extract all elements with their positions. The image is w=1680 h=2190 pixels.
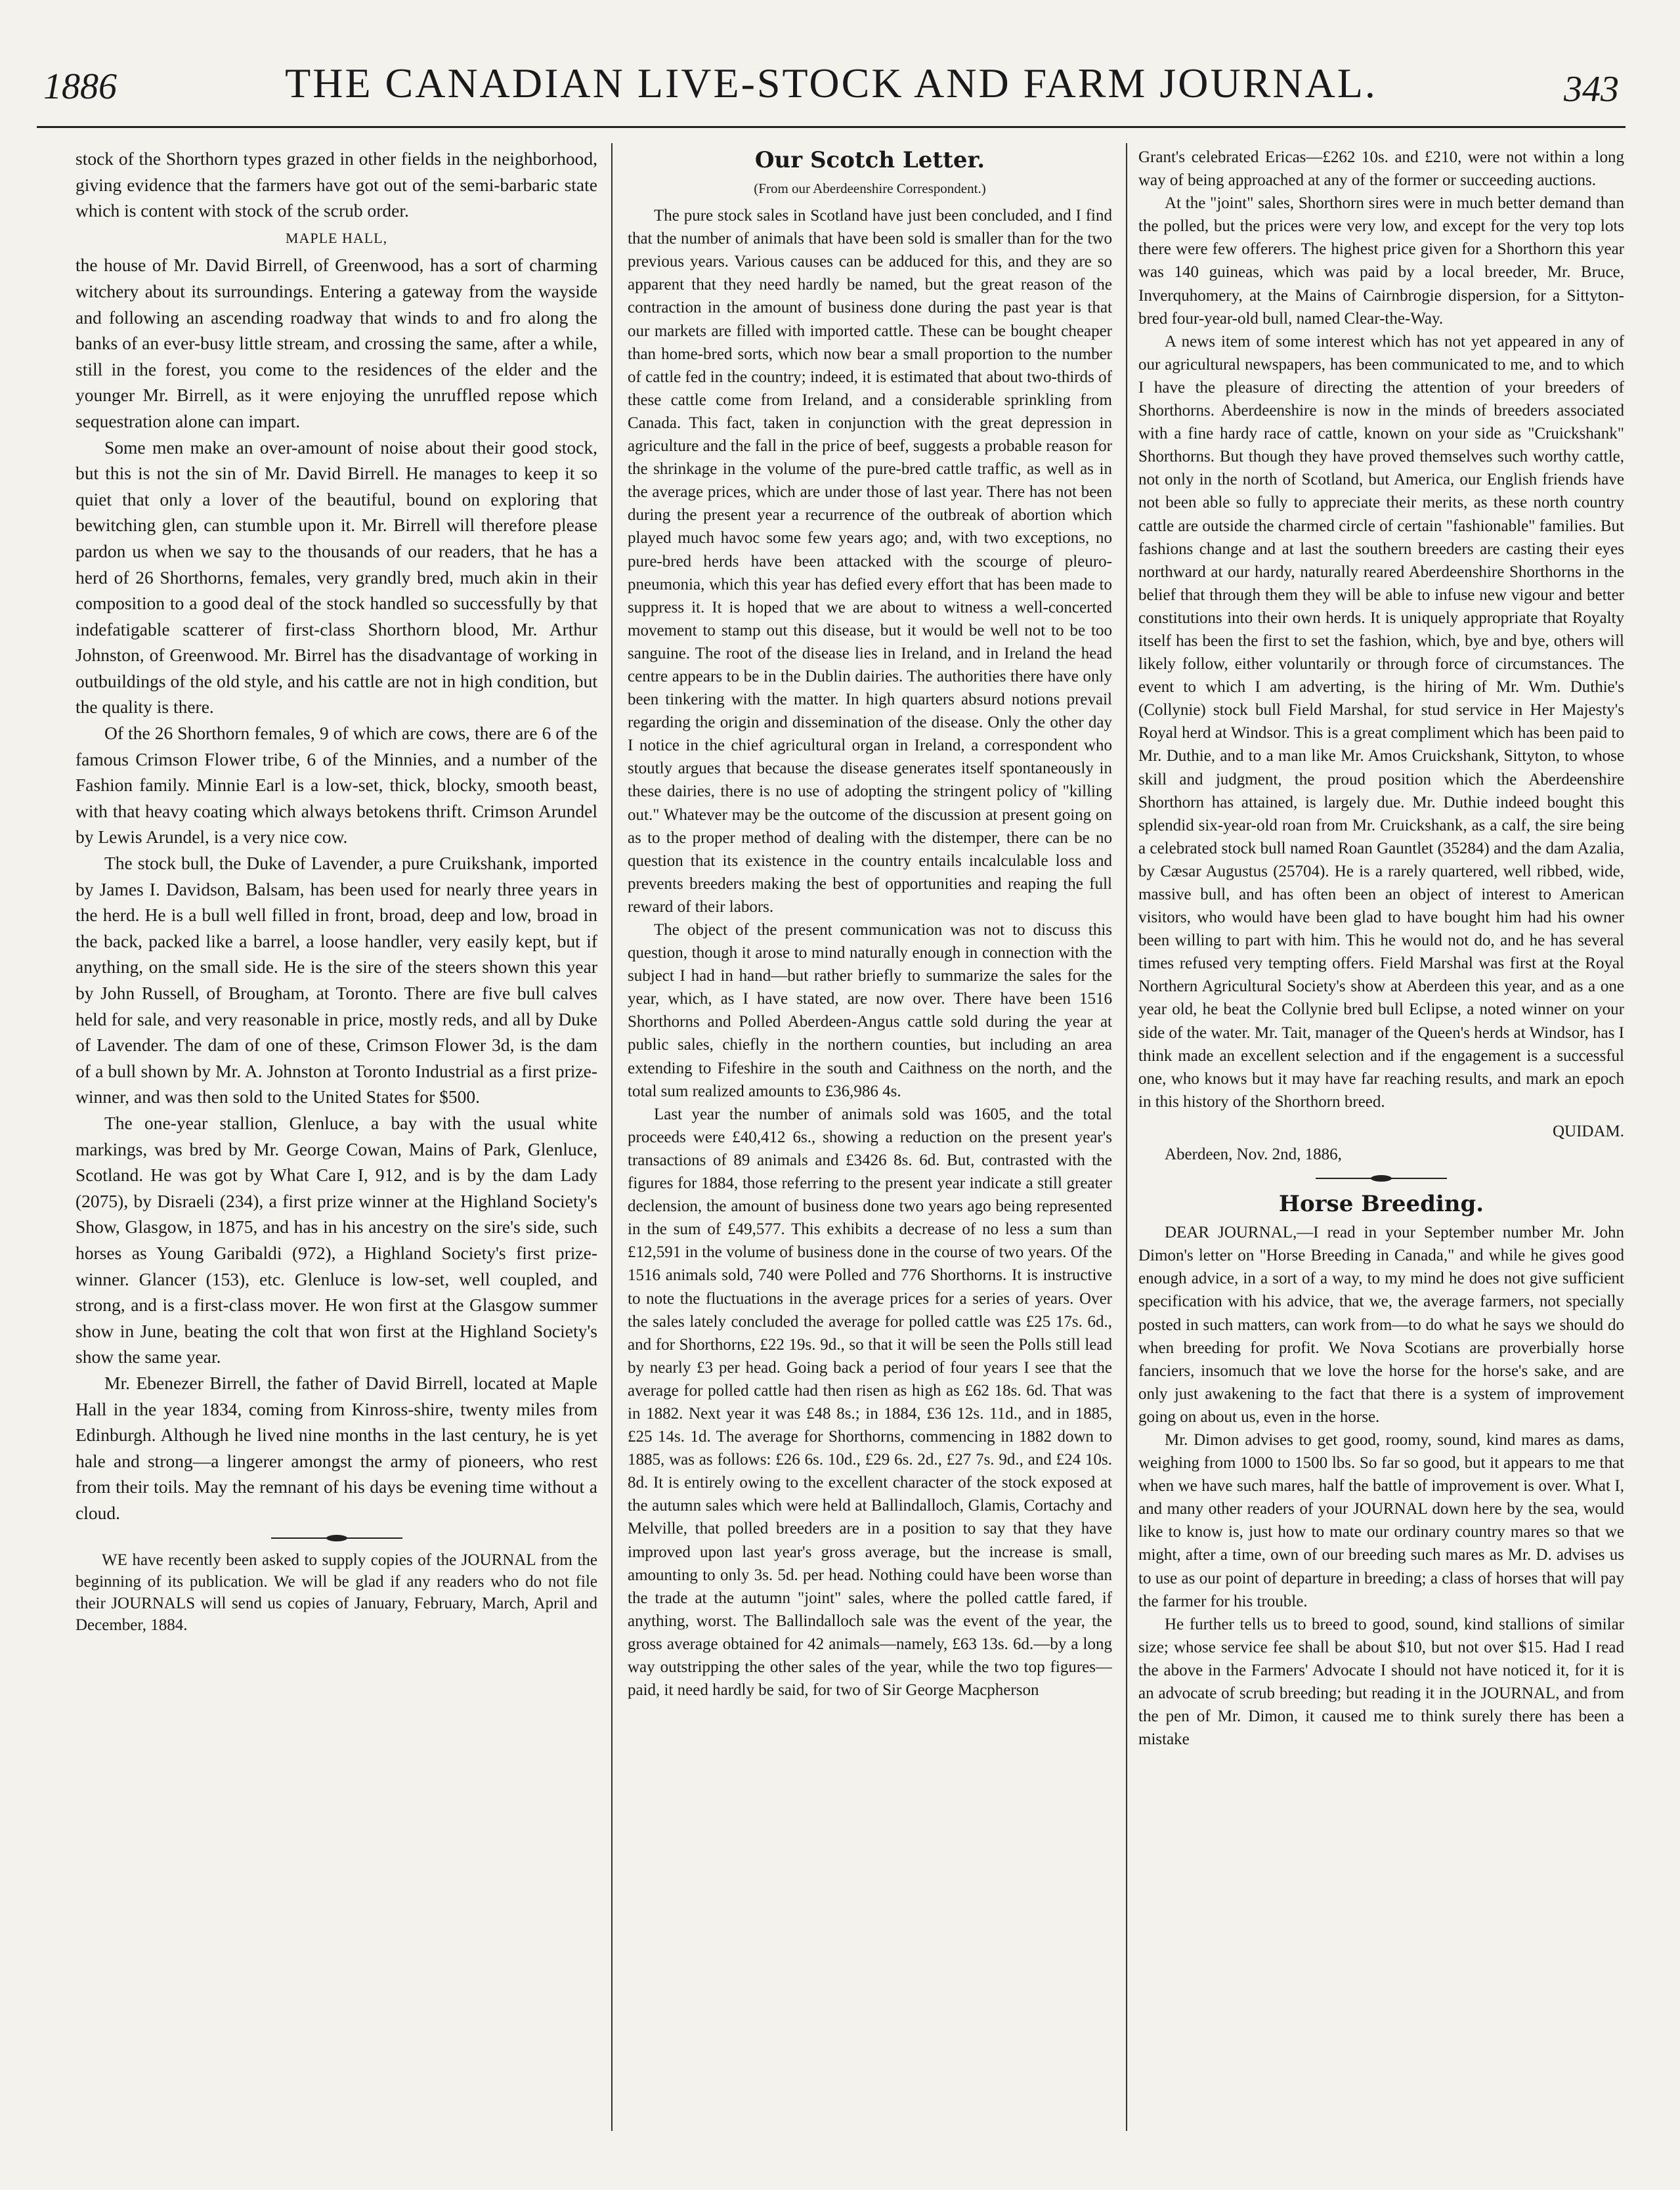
- page-year: 1886: [43, 66, 117, 107]
- column-2: [628, 146, 1112, 2137]
- col3-paragraph-1: Grant's celebrated Ericas—£262 10s. and £210, were not within a long way of being approached at any of the former or succeeding auctions.: [1138, 148, 1624, 190]
- column-3: [1138, 146, 1624, 2137]
- col3-paragraph-5: Mr. Dimon advises to get good, roomy, sound, kind mares as dams, weighing from 1000 to 1500 lbs. So far so good, but it appears to me that when we have such mares, half the battle of improvement is over. What I, and many other readers of your JOURNAL down here by the sea, would like to know is, just how to mate our ordinary country mares so that we might, after a time, own of our breeding such mares as Mr. D. advises us to use as our point of departure in breeding; a class of horses that will pay the farmer for his trouble.: [1138, 1430, 1624, 1610]
- journal-title: THE CANADIAN LIVE-STOCK AND FARM JOURNAL.: [285, 60, 1377, 106]
- page-header: [37, 54, 1626, 128]
- scotch-letter-byline: (From our Aberdeenshire Correspondent.): [754, 181, 986, 196]
- col1-paragraph-6: The one-year stallion, Glenluce, a bay with the usual white markings, was bred by Mr. George Cowan, Mains of Park, Glenluce, Scotland. He was got by What Care I, 912, and is by the dam Lady (2075), by Disraeli (234), a first prize winner at the Highland Society's Show, Glasgow, in 1875, and has in his ancestry on the sire's side, such horses as Young Garibaldi (972), a Highland Society's first prize-winner. Glancer (153), etc. Glenluce is low-set, well coupled, and strong, and is a first-class mover. He won first at the Glasgow summer show in June, beating the colt that won first at the Highland Society's show the same year.: [75, 1112, 597, 1367]
- horse-breeding-title: Horse Breeding.: [1278, 1191, 1484, 1218]
- col3-paragraph-4: DEAR JOURNAL,—I read in your September number Mr. John Dimon's letter on "Horse Breeding in Canada," and while he gives good enough advice, in a sort of a way, to my mind he does not give sufficient specification with his advice, that we, the average farmers, not specially posted in such matters, can work from—to do what he says we should do when breeding for profit. We Nova Scotians are proverbially horse fanciers, insomuch that we love the horse for the horse's sake, and are only just awakening to the fact that there is a system of improvement going on about us, even in the horse.: [1138, 1224, 1624, 1426]
- col1-paragraph-4: Of the 26 Shorthorn females, 9 of which are cows, there are 6 of the famous Crimson Flower tribe, 6 of the Minnies, and a number of the Fashion family. Minnie Earl is a low-set, thick, blocky, smooth beast, with that heavy coating which always betokens thrift. Crimson Arundel by Lewis Arundel, is a very nice cow.: [75, 723, 597, 848]
- column-1: [75, 146, 597, 2137]
- page-number: 343: [1564, 69, 1619, 110]
- letter-dateline: Aberdeen, Nov. 2nd, 1886,: [1165, 1146, 1342, 1164]
- maple-hall-subhead: MAPLE HALL,: [285, 229, 388, 246]
- col1-paragraph-1: stock of the Shorthorn types grazed in other fields in the neighborhood, giving evidence that the farmers have got out of the semi-barbaric state which is content with stock of the scrub order.: [75, 148, 597, 221]
- col3-paragraph-3: A news item of some interest which has not yet appeared in any of our agricultural newspapers, has been communicated to me, and to which I have the pleasure of directing the attention of your breeders of Shorthorns. Aberdeenshire is now in the minds of breeders associated with a fine hardy race of cattle, known on your side as "Cruickshank" Shorthorns. But though they have proved themselves such worthy cattle, not only in the north of Scotland, but America, our English friends have not been able so fully to appreciate their merits, as these north country cattle are outside the charmed circle of certain "fashionable" families. But fashions change and at last the southern breeders are casting their eyes northward at our hardy, naturally reared Aberdeenshire Shorthorns in the belief that through them they will be able to infuse new vigour and better constitutions into their own herds. It is uniquely appropriate that Royalty itself has been the first to set the fashion, which, bye and bye, others will likely follow, either voluntarily or through force of circumstances. The event to which I am adverting, is the hiring of Mr. Wm. Duthie's (Collynie) stock bull Field Marshal, for stud service in Her Majesty's Royal herd at Windsor. This is a great compliment which has been paid to Mr. Duthie, and to a man like Mr. Amos Cruickshank, Sittyton, to whose skill and judgment, the proud position which the Aberdeenshire Shorthorn has attained, is largely due. Mr. Duthie indeed bought this splendid six-year-old roan from Mr. Cruickshank, as a calf, the sire being a celebrated stock bull named Roan Gauntlet (35284) and the dam Azalia, by Cæsar Augustus (25704). He is a rarely quartered, well ribbed, wide, massive bull, and has often been an object of interest to American visitors, who would have been glad to have bought him had his owner been willing to part with him. This he would not do, and he has several times refused very tempting offers. Field Marshal was first at the Royal Northern Agricultural Society's show at Aberdeen this year, and as a one year old, he beat the Collynie bred bull Eclipse, a noted winner on your side of the water. Mr. Tait, manager of the Queen's herds at Windsor, has I think made an excellent selection and if the engagement is a successful one, who knows but it may have far reaching results, and mark an epoch in this history of the Shorthorn breed.: [1138, 332, 1624, 1111]
- col1-paragraph-3: Some men make an over-amount of noise about their good stock, but this is not the sin of Mr. David Birrell. He manages to keep it so quiet that only a lover of the beautiful, bound on exploring that bewitching glen, can stumble upon it. Mr. Birrell will therefore please pardon us when we say to the thousands of our readers, that he has a herd of 26 Shorthorns, females, very grandly bred, much akin in their composition to a good deal of the stock handled so successfully by that indefatigable scatterer of first-class Shorthorn blood, Mr. Arthur Johnston, of Greenwood. Mr. Birrel has the disadvantage of working in outbuildings of the old style, and his cattle are not in high condition, but the quality is there.: [75, 437, 597, 718]
- column-divider-1: [611, 143, 613, 2131]
- col1-paragraph-2: the house of Mr. David Birrell, of Greenwood, has a sort of charming witchery about its surroundings. Entering a gateway from the wayside and following an ascending roadway that winds to and fro along the banks of an ever-busy little stream, and crossing the same, after a while, still in the forest, you come to the residences of the elder and the younger Mr. Birrell, as it were enjoying the unruffled repose which sequestration alone can impart.: [75, 255, 597, 431]
- col3-paragraph-6: He further tells us to breed to good, sound, kind stallions of similar size; whose service fee shall be about $10, but not over $15. Had I read the above in the Farmers' Advocate I should not have noticed it, for it is an advocate of scrub breeding; but reading it in the JOURNAL, and from the pen of Mr. Dimon, it caused me to think surely there has been a mistake: [1138, 1615, 1624, 1749]
- col2-paragraph-2: The object of the present communication was not to discuss this question, though it arose to mind naturally enough in connection with the subject I had in hand—but rather briefly to summarize the sales for the year, which, as I have stated, are now over. There have been 1516 Shorthorns and Polled Aberdeen-Angus cattle sold during the year at public sales, chiefly in the northern counties, but including an area extending to Fifeshire in the south and Caithness on the north, and the total sum realized amounts to £36,986 4s.: [628, 921, 1112, 1100]
- journal-notice: WE have recently been asked to supply copies of the JOURNAL from the beginning of its publication. We will be glad if any readers who do not file their JOURNALS will send us copies of January, February, March, April and December, 1884.: [75, 1551, 597, 1635]
- col2-paragraph-1: The pure stock sales in Scotland have just been concluded, and I find that the number of animals that have been sold is smaller than for the two previous years. Various causes can be adduced for this, and they are so apparent that they need hardly be named, but the great reason of the contraction in the amount of business done during the past year is that our markets are filled with imported cattle. These can be bought cheaper than home-bred sorts, which now bear a small proportion to the number of cattle fed in the country; indeed, it is estimated that about two-thirds of these cattle come from Ireland, and a considerable sprinkling from Canada. This fact, taken in conjunction with the great depression in agriculture and the fall in the price of beef, suggests a probable reason for the shrinkage in the volume of the pure-bred cattle traffic, as well as in the average prices, which are under those of last year. There has not been during the present year a recurrence of the outbreak of abortion which played much havoc some few years ago; and, with two exceptions, no pure-bred herds have been attacked with the scourge of pleuro-pneumonia, which this year has defied every effort that has been made to suppress it. It is hoped that we are about to witness a well-concerted movement to stamp out this disease, but it would be well not to be too sanguine. The root of the disease lies in Ireland, and in Ireland the head centre appears to be in the Dublin dairies. The authorities there have only been tinkering with the matter. In high quarters absurd notions prevail regarding the origin and dissemination of the disease. Only the other day I notice in the chief agricultural organ in Ireland, a correspondent who stoutly argues that because the disease generates itself spontaneously in these dairies, there is no use of adopting the stringent policy of "killing out." Whatever may be the outcome of the discussion at present going on as to the proper method of dealing with the distemper, there can be no question that its existence in the country entails incalculable loss and prevents breeders making the best of opportunities and reaping the full reward of their labors.: [628, 207, 1112, 916]
- scotch-letter-title: Our Scotch Letter.: [754, 147, 985, 173]
- quidam-signature: QUIDAM.: [1552, 1122, 1624, 1140]
- section-divider: [271, 1535, 402, 1541]
- col2-paragraph-3: Last year the number of animals sold was 1605, and the total proceeds were £40,412 6s., showing a reduction on the present year's transactions of 89 animals and £3426 8s. 6d. But, contrasted with the figures for 1884, those referring to the present year indicate a still greater declension, the amount of business done two years ago being represented in the sum of £49,577. This exhibits a decrease of no less a sum than £12,591 in the volume of business done in the course of two years. Of the 1516 animals sold, 740 were Polled and 776 Shorthorns. It is instructive to note the fluctuations in the average prices for a series of years. Over the sales lately concluded the average for polled cattle was £25 17s. 6d., and for Shorthorns, £22 19s. 9d., so that it will be seen the Polls still lead by nearly £3 per head. Going back a period of four years I see that the average for polled cattle had then risen as high as £62 18s. 6d. That was in 1882. Next year it was £48 8s.; in 1884, £36 12s. 11d., and in 1885, £25 14s. 1d. The average for Shorthorns, commencing in 1882 down to 1885, was as follows: £26 6s. 10d., £29 6s. 2d., £27 7s. 9d., and £24 10s. 8d. It is entirely owing to the excellent character of the stock exposed at the autumn sales which were held at Ballindalloch, Glamis, Cortachy and Melville, that polled breeders are in a position to say that they have improved upon last year's gross average, but the increase is small, amounting to only 3s. 5d. per head. Nothing could have been worse than the trade at the autumn "joint" sales, where the polled cattle fared, if anything, worst. The Ballindalloch sale was the event of the year, the gross average obtained for 42 animals—namely, £63 13s. 6d.—by a long way outstripping the other sales of the year, while the two top figures—paid, it need hardly be said, for two of Sir George Macpherson: [628, 1105, 1112, 1700]
- section-divider-2: [1316, 1175, 1447, 1182]
- col3-paragraph-2: At the "joint" sales, Shorthorn sires were in much better demand than the polled, but the prices were very low, and except for the very top lots there were few offerers. The highest price given for a Shorthorn this year was 140 guineas, which was paid by a local breeder, Mr. Bruce, Inverquhomery, at the Mains of Cairnbrogie dispersion, for a Sittyton-bred four-year-old bull, named Clear-the-Way.: [1138, 194, 1624, 328]
- column-divider-2: [1126, 143, 1127, 2131]
- col1-paragraph-5: The stock bull, the Duke of Lavender, a pure Cruikshank, imported by James I. Davidson, Balsam, has been used for nearly three years in the herd. He is a bull well filled in front, broad, deep and low, broad in the back, packed like a barrel, a loose handler, very easily kept, but if anything, on the small side. He is the sire of the steers shown this year by John Russell, of Brougham, at Toronto. There are five bull calves held for sale, and very reasonable in price, mostly reds, and all by Duke of Lavender. The dam of one of these, Crimson Flower 3d, is the dam of a bull shown by Mr. A. Johnston at Toronto Industrial as a first prize-winner, and was then sold to the United States for $500.: [75, 853, 597, 1107]
- col1-paragraph-7: Mr. Ebenezer Birrell, the father of David Birrell, located at Maple Hall in the year 1834, coming from Kinross-shire, twenty miles from Edinburgh. Although he lived nine months in the last century, he is yet hale and strong—a lingerer amongst the army of pioneers, who rest from their toils. May the remnant of his days be evening time without a cloud.: [75, 1372, 597, 1523]
